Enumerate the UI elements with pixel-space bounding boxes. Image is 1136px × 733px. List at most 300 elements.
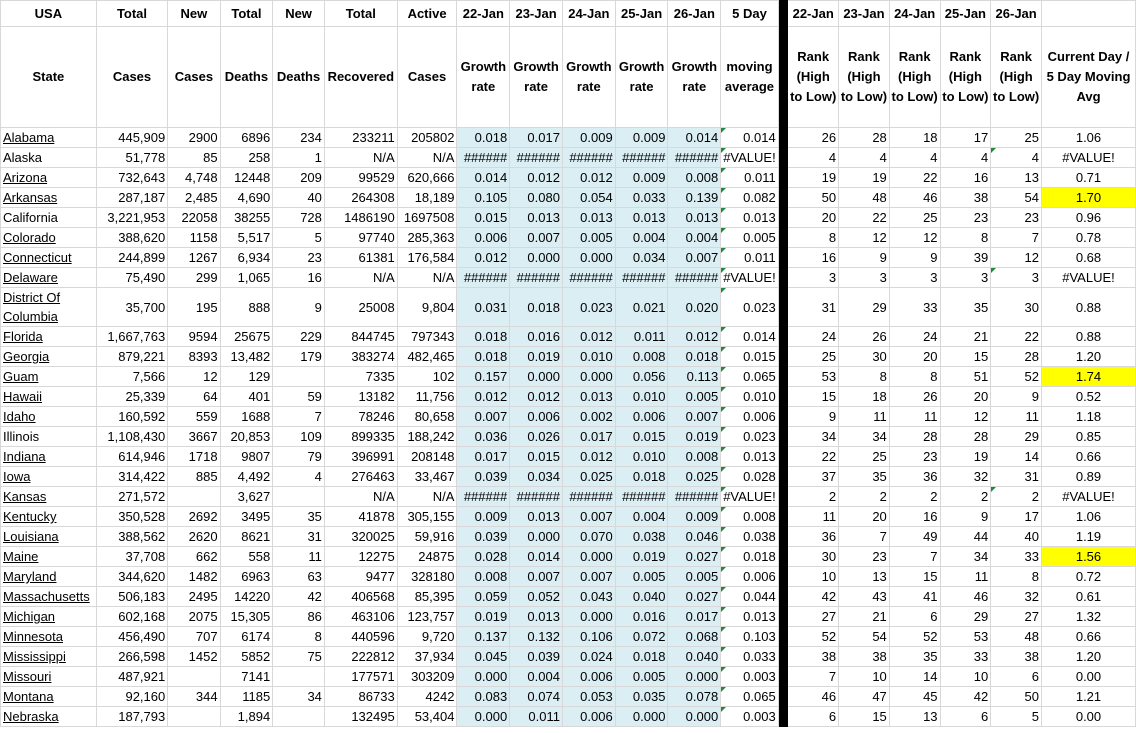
data-cell[interactable]: 0.007 <box>668 407 721 427</box>
data-cell[interactable]: #VALUE! <box>1042 148 1136 168</box>
data-cell[interactable]: 13 <box>889 707 940 727</box>
data-cell[interactable]: 388,562 <box>96 527 167 547</box>
data-cell[interactable]: 53,404 <box>397 707 457 727</box>
data-cell[interactable]: 0.132 <box>510 627 563 647</box>
data-cell[interactable]: 12 <box>889 228 940 248</box>
header-cell[interactable]: New <box>168 1 220 27</box>
data-cell[interactable]: 0.017 <box>668 607 721 627</box>
data-cell[interactable]: 0.012 <box>457 248 510 268</box>
data-cell[interactable]: 34 <box>839 427 890 447</box>
data-cell[interactable]: 14 <box>889 667 940 687</box>
data-cell[interactable]: 258 <box>220 148 273 168</box>
data-cell[interactable]: 1.18 <box>1042 407 1136 427</box>
data-cell[interactable]: 0.052 <box>510 587 563 607</box>
data-cell[interactable]: 0.013 <box>721 208 779 228</box>
data-cell[interactable]: 31 <box>991 467 1042 487</box>
data-cell[interactable]: 9 <box>788 407 839 427</box>
data-cell[interactable]: 396991 <box>324 447 397 467</box>
data-cell[interactable]: 1718 <box>168 447 220 467</box>
data-cell[interactable]: 3,221,953 <box>96 208 167 228</box>
data-cell[interactable]: 0.010 <box>615 447 668 467</box>
data-cell[interactable]: 0.013 <box>510 607 563 627</box>
data-cell[interactable]: 17 <box>991 507 1042 527</box>
data-cell[interactable]: ###### <box>615 148 668 168</box>
data-cell[interactable]: 86733 <box>324 687 397 707</box>
data-cell[interactable]: 0.019 <box>668 427 721 447</box>
data-cell[interactable] <box>168 487 220 507</box>
data-cell[interactable]: 0.000 <box>562 547 615 567</box>
data-cell[interactable]: 46 <box>940 587 991 607</box>
data-cell[interactable]: 15 <box>788 387 839 407</box>
data-cell[interactable]: 0.007 <box>457 407 510 427</box>
data-cell[interactable]: 61381 <box>324 248 397 268</box>
data-cell[interactable]: 0.020 <box>668 288 721 327</box>
data-cell[interactable]: 0.038 <box>615 527 668 547</box>
data-cell[interactable]: 15,305 <box>220 607 273 627</box>
data-cell[interactable]: 0.018 <box>457 327 510 347</box>
data-cell[interactable]: 24 <box>788 327 839 347</box>
data-cell[interactable]: 0.017 <box>510 128 563 148</box>
data-cell[interactable]: ###### <box>668 148 721 168</box>
data-cell[interactable]: 3 <box>839 268 890 288</box>
data-cell[interactable]: 0.009 <box>562 128 615 148</box>
data-cell[interactable]: 0.028 <box>457 547 510 567</box>
data-cell[interactable]: 0.137 <box>457 627 510 647</box>
data-cell[interactable]: 0.021 <box>615 288 668 327</box>
data-cell[interactable]: 7 <box>991 228 1042 248</box>
data-cell[interactable]: 0.025 <box>668 467 721 487</box>
data-cell[interactable]: 59 <box>273 387 325 407</box>
header-cell[interactable]: State <box>1 27 97 128</box>
data-cell[interactable]: 2692 <box>168 507 220 527</box>
data-cell[interactable]: 10 <box>839 667 890 687</box>
data-cell[interactable]: 401 <box>220 387 273 407</box>
data-cell[interactable]: 42 <box>273 587 325 607</box>
data-cell[interactable]: 39 <box>940 248 991 268</box>
data-cell[interactable]: 0.68 <box>1042 248 1136 268</box>
data-cell[interactable]: 1.56 <box>1042 547 1136 567</box>
data-cell[interactable]: 0.013 <box>562 208 615 228</box>
data-cell[interactable]: 28 <box>940 427 991 447</box>
data-cell[interactable]: 40 <box>273 188 325 208</box>
data-cell[interactable]: 33 <box>889 288 940 327</box>
data-cell[interactable]: 24875 <box>397 547 457 567</box>
state-name-cell[interactable]: Maine <box>1 547 97 567</box>
data-cell[interactable]: 7 <box>788 667 839 687</box>
data-cell[interactable]: 0.015 <box>457 208 510 228</box>
state-name-cell[interactable]: Illinois <box>1 427 97 447</box>
data-cell[interactable]: 899335 <box>324 427 397 447</box>
data-cell[interactable]: 0.003 <box>721 707 779 727</box>
data-cell[interactable]: 0.018 <box>721 547 779 567</box>
data-cell[interactable]: 0.033 <box>721 647 779 667</box>
data-cell[interactable]: 41 <box>889 587 940 607</box>
header-cell[interactable]: Cases <box>96 27 167 128</box>
data-cell[interactable]: 31 <box>273 527 325 547</box>
data-cell[interactable]: 0.012 <box>562 327 615 347</box>
data-cell[interactable]: 46 <box>889 188 940 208</box>
data-cell[interactable]: 18 <box>889 128 940 148</box>
data-cell[interactable]: 7,566 <box>96 367 167 387</box>
state-name-cell[interactable]: District Of Columbia <box>1 288 97 327</box>
data-cell[interactable]: 0.078 <box>668 687 721 707</box>
data-cell[interactable]: 0.011 <box>615 327 668 347</box>
data-cell[interactable]: 0.006 <box>721 407 779 427</box>
data-cell[interactable]: 10 <box>788 567 839 587</box>
data-cell[interactable]: 0.016 <box>510 327 563 347</box>
header-cell[interactable] <box>1042 1 1136 27</box>
header-cell[interactable]: New <box>273 1 325 27</box>
data-cell[interactable]: 8 <box>273 627 325 647</box>
data-cell[interactable]: 1,894 <box>220 707 273 727</box>
data-cell[interactable]: 7141 <box>220 667 273 687</box>
data-cell[interactable]: 0.070 <box>562 527 615 547</box>
data-cell[interactable]: 0.88 <box>1042 288 1136 327</box>
data-cell[interactable]: 350,528 <box>96 507 167 527</box>
data-cell[interactable]: 23 <box>273 248 325 268</box>
data-cell[interactable]: 25 <box>991 128 1042 148</box>
data-cell[interactable]: #VALUE! <box>721 487 779 507</box>
data-cell[interactable]: 28 <box>839 128 890 148</box>
data-cell[interactable]: 2495 <box>168 587 220 607</box>
data-cell[interactable]: 6 <box>788 707 839 727</box>
data-cell[interactable]: 42 <box>940 687 991 707</box>
data-cell[interactable]: 0.000 <box>562 607 615 627</box>
data-cell[interactable]: 344,620 <box>96 567 167 587</box>
data-cell[interactable]: 0.013 <box>615 208 668 228</box>
data-cell[interactable]: 0.71 <box>1042 168 1136 188</box>
data-cell[interactable]: 123,757 <box>397 607 457 627</box>
data-cell[interactable]: 0.012 <box>457 387 510 407</box>
data-cell[interactable]: 51,778 <box>96 148 167 168</box>
data-cell[interactable]: ###### <box>457 487 510 507</box>
data-cell[interactable]: 0.006 <box>457 228 510 248</box>
data-cell[interactable]: 0.019 <box>457 607 510 627</box>
data-cell[interactable]: 0.028 <box>721 467 779 487</box>
data-cell[interactable]: 0.035 <box>615 687 668 707</box>
data-cell[interactable]: 2075 <box>168 607 220 627</box>
data-cell[interactable]: 0.007 <box>510 567 563 587</box>
data-cell[interactable]: 97740 <box>324 228 397 248</box>
header-cell[interactable]: 26-Jan <box>991 1 1042 27</box>
state-name-cell[interactable]: Guam <box>1 367 97 387</box>
data-cell[interactable]: 86 <box>273 607 325 627</box>
data-cell[interactable]: 4 <box>273 467 325 487</box>
data-cell[interactable]: 33,467 <box>397 467 457 487</box>
data-cell[interactable]: 844745 <box>324 327 397 347</box>
data-cell[interactable]: 0.139 <box>668 188 721 208</box>
data-cell[interactable]: 5 <box>273 228 325 248</box>
data-cell[interactable]: 0.103 <box>721 627 779 647</box>
header-cell[interactable]: 22-Jan <box>457 1 510 27</box>
data-cell[interactable]: 12 <box>991 248 1042 268</box>
header-cell[interactable]: 23-Jan <box>839 1 890 27</box>
header-cell[interactable]: Current Day / 5 Day Moving Avg <box>1042 27 1136 128</box>
data-cell[interactable]: 29 <box>991 427 1042 447</box>
data-cell[interactable]: 2620 <box>168 527 220 547</box>
data-cell[interactable]: 320025 <box>324 527 397 547</box>
data-cell[interactable]: 9,720 <box>397 627 457 647</box>
data-cell[interactable]: #VALUE! <box>1042 487 1136 507</box>
data-cell[interactable]: 0.023 <box>721 288 779 327</box>
state-name-cell[interactable]: Arkansas <box>1 188 97 208</box>
data-cell[interactable]: 17 <box>940 128 991 148</box>
data-cell[interactable]: 1.74 <box>1042 367 1136 387</box>
data-cell[interactable]: 208148 <box>397 447 457 467</box>
data-cell[interactable]: 19 <box>940 447 991 467</box>
data-cell[interactable]: 229 <box>273 327 325 347</box>
data-cell[interactable]: 20 <box>839 507 890 527</box>
data-cell[interactable]: 0.018 <box>615 467 668 487</box>
data-cell[interactable]: 0.014 <box>668 128 721 148</box>
data-cell[interactable]: ###### <box>668 268 721 288</box>
data-cell[interactable]: 53 <box>788 367 839 387</box>
data-cell[interactable]: 51 <box>940 367 991 387</box>
data-cell[interactable]: 21 <box>839 607 890 627</box>
data-cell[interactable]: 45 <box>889 687 940 707</box>
data-cell[interactable]: 1.19 <box>1042 527 1136 547</box>
data-cell[interactable]: N/A <box>397 148 457 168</box>
data-cell[interactable]: 29 <box>940 607 991 627</box>
data-cell[interactable]: 0.000 <box>615 707 668 727</box>
data-cell[interactable]: 728 <box>273 208 325 228</box>
data-cell[interactable]: 3667 <box>168 427 220 447</box>
data-cell[interactable]: 46 <box>788 687 839 707</box>
data-cell[interactable]: ###### <box>457 148 510 168</box>
data-cell[interactable]: 15 <box>839 707 890 727</box>
header-cell[interactable]: Growth rate <box>668 27 721 128</box>
data-cell[interactable]: 22058 <box>168 208 220 228</box>
data-cell[interactable]: 4 <box>991 148 1042 168</box>
data-cell[interactable]: 2 <box>991 487 1042 507</box>
data-cell[interactable]: 52 <box>788 627 839 647</box>
data-cell[interactable]: 879,221 <box>96 347 167 367</box>
data-cell[interactable]: 885 <box>168 467 220 487</box>
data-cell[interactable]: 23 <box>940 208 991 228</box>
data-cell[interactable]: 0.00 <box>1042 707 1136 727</box>
data-cell[interactable]: 188,242 <box>397 427 457 447</box>
data-cell[interactable]: 0.003 <box>721 667 779 687</box>
data-cell[interactable]: 9477 <box>324 567 397 587</box>
data-cell[interactable]: N/A <box>397 268 457 288</box>
data-cell[interactable]: 0.027 <box>668 547 721 567</box>
data-cell[interactable]: 22 <box>889 168 940 188</box>
data-cell[interactable]: 0.88 <box>1042 327 1136 347</box>
data-cell[interactable]: 35 <box>940 288 991 327</box>
header-cell[interactable]: 26-Jan <box>668 1 721 27</box>
data-cell[interactable]: 48 <box>991 627 1042 647</box>
data-cell[interactable]: 4 <box>940 148 991 168</box>
data-cell[interactable]: #VALUE! <box>1042 268 1136 288</box>
data-cell[interactable]: 0.027 <box>668 587 721 607</box>
data-cell[interactable]: 30 <box>991 288 1042 327</box>
data-cell[interactable]: 285,363 <box>397 228 457 248</box>
data-cell[interactable]: 28 <box>991 347 1042 367</box>
data-cell[interactable]: 0.004 <box>615 507 668 527</box>
data-cell[interactable]: 0.036 <box>457 427 510 447</box>
data-cell[interactable]: 12 <box>839 228 890 248</box>
data-cell[interactable]: 53 <box>940 627 991 647</box>
data-cell[interactable]: 6 <box>889 607 940 627</box>
state-name-cell[interactable]: Colorado <box>1 228 97 248</box>
data-cell[interactable]: 276463 <box>324 467 397 487</box>
data-cell[interactable]: 463106 <box>324 607 397 627</box>
data-cell[interactable]: 266,598 <box>96 647 167 667</box>
data-cell[interactable]: ###### <box>562 487 615 507</box>
data-cell[interactable]: 18 <box>839 387 890 407</box>
data-cell[interactable]: N/A <box>324 148 397 168</box>
data-cell[interactable]: 0.038 <box>721 527 779 547</box>
data-cell[interactable]: 9594 <box>168 327 220 347</box>
data-cell[interactable]: ###### <box>562 268 615 288</box>
data-cell[interactable]: 388,620 <box>96 228 167 248</box>
header-cell[interactable]: Cases <box>397 27 457 128</box>
header-cell[interactable]: Rank (High to Low) <box>889 27 940 128</box>
data-cell[interactable]: 0.005 <box>721 228 779 248</box>
data-cell[interactable]: 12 <box>940 407 991 427</box>
data-cell[interactable]: 6,934 <box>220 248 273 268</box>
data-cell[interactable]: 0.014 <box>721 128 779 148</box>
data-cell[interactable]: 6 <box>940 707 991 727</box>
data-cell[interactable]: 15 <box>940 347 991 367</box>
data-cell[interactable]: 50 <box>991 687 1042 707</box>
data-cell[interactable]: 13,482 <box>220 347 273 367</box>
data-cell[interactable]: 11 <box>273 547 325 567</box>
data-cell[interactable]: 64 <box>168 387 220 407</box>
data-cell[interactable]: 78246 <box>324 407 397 427</box>
data-cell[interactable]: 1,065 <box>220 268 273 288</box>
data-cell[interactable]: 52 <box>889 627 940 647</box>
data-cell[interactable]: 0.004 <box>668 228 721 248</box>
data-cell[interactable]: 0.004 <box>615 228 668 248</box>
data-cell[interactable]: 559 <box>168 407 220 427</box>
data-cell[interactable]: 0.046 <box>668 527 721 547</box>
data-cell[interactable]: 23 <box>839 547 890 567</box>
data-cell[interactable]: 0.039 <box>457 527 510 547</box>
data-cell[interactable]: ###### <box>510 268 563 288</box>
data-cell[interactable]: #VALUE! <box>721 268 779 288</box>
data-cell[interactable]: 1.20 <box>1042 647 1136 667</box>
data-cell[interactable]: 0.015 <box>615 427 668 447</box>
data-cell[interactable]: 1.20 <box>1042 347 1136 367</box>
data-cell[interactable] <box>273 367 325 387</box>
data-cell[interactable]: N/A <box>397 487 457 507</box>
data-cell[interactable]: 0.012 <box>562 168 615 188</box>
header-cell[interactable]: moving average <box>721 27 779 128</box>
data-cell[interactable]: 49 <box>889 527 940 547</box>
data-cell[interactable]: 0.72 <box>1042 567 1136 587</box>
data-cell[interactable]: 0.039 <box>457 467 510 487</box>
data-cell[interactable]: 1.06 <box>1042 128 1136 148</box>
header-cell[interactable]: Deaths <box>220 27 273 128</box>
data-cell[interactable]: 102 <box>397 367 457 387</box>
data-cell[interactable] <box>168 667 220 687</box>
data-cell[interactable]: 20 <box>940 387 991 407</box>
data-cell[interactable]: 2900 <box>168 128 220 148</box>
data-cell[interactable]: 30 <box>839 347 890 367</box>
data-cell[interactable]: 48 <box>839 188 890 208</box>
data-cell[interactable]: 4,690 <box>220 188 273 208</box>
state-name-cell[interactable]: Missouri <box>1 667 97 687</box>
data-cell[interactable]: 132495 <box>324 707 397 727</box>
data-cell[interactable]: 0.083 <box>457 687 510 707</box>
state-name-cell[interactable]: Iowa <box>1 467 97 487</box>
state-name-cell[interactable]: Delaware <box>1 268 97 288</box>
data-cell[interactable]: 0.012 <box>668 327 721 347</box>
data-cell[interactable]: 0.007 <box>562 507 615 527</box>
data-cell[interactable]: 0.61 <box>1042 587 1136 607</box>
data-cell[interactable]: 0.026 <box>510 427 563 447</box>
data-cell[interactable]: 25 <box>889 208 940 228</box>
data-cell[interactable]: N/A <box>324 487 397 507</box>
state-name-cell[interactable]: Georgia <box>1 347 97 367</box>
data-cell[interactable]: 0.008 <box>668 168 721 188</box>
data-cell[interactable]: 244,899 <box>96 248 167 268</box>
data-cell[interactable]: 0.012 <box>562 447 615 467</box>
data-cell[interactable]: 0.85 <box>1042 427 1136 447</box>
data-cell[interactable]: 9 <box>839 248 890 268</box>
data-cell[interactable]: 16 <box>788 248 839 268</box>
state-name-cell[interactable]: Florida <box>1 327 97 347</box>
data-cell[interactable] <box>273 707 325 727</box>
data-cell[interactable]: ###### <box>562 148 615 168</box>
data-cell[interactable]: 38 <box>940 188 991 208</box>
data-cell[interactable]: 0.053 <box>562 687 615 707</box>
data-cell[interactable]: 0.009 <box>615 128 668 148</box>
data-cell[interactable]: 205802 <box>397 128 457 148</box>
data-cell[interactable]: 38 <box>839 647 890 667</box>
data-cell[interactable]: 0.023 <box>721 427 779 447</box>
data-cell[interactable]: 0.66 <box>1042 627 1136 647</box>
data-cell[interactable]: 299 <box>168 268 220 288</box>
data-cell[interactable]: 28 <box>889 427 940 447</box>
data-cell[interactable]: 0.056 <box>615 367 668 387</box>
data-cell[interactable]: 383274 <box>324 347 397 367</box>
data-cell[interactable]: 35,700 <box>96 288 167 327</box>
data-cell[interactable]: 6963 <box>220 567 273 587</box>
data-cell[interactable]: 1688 <box>220 407 273 427</box>
data-cell[interactable]: 2 <box>940 487 991 507</box>
header-cell[interactable]: Total <box>324 1 397 27</box>
data-cell[interactable]: 1697508 <box>397 208 457 228</box>
data-cell[interactable]: 1,667,763 <box>96 327 167 347</box>
data-cell[interactable]: 0.106 <box>562 627 615 647</box>
data-cell[interactable]: 25,339 <box>96 387 167 407</box>
data-cell[interactable]: 1.70 <box>1042 188 1136 208</box>
data-cell[interactable]: 0.045 <box>457 647 510 667</box>
data-cell[interactable]: 22 <box>788 447 839 467</box>
data-cell[interactable]: 0.005 <box>615 567 668 587</box>
data-cell[interactable]: 8621 <box>220 527 273 547</box>
data-cell[interactable]: 440596 <box>324 627 397 647</box>
header-cell[interactable]: Growth rate <box>457 27 510 128</box>
data-cell[interactable]: 33 <box>940 647 991 667</box>
data-cell[interactable]: 1,108,430 <box>96 427 167 447</box>
data-cell[interactable]: 1 <box>273 148 325 168</box>
data-cell[interactable]: 25008 <box>324 288 397 327</box>
data-cell[interactable]: 0.034 <box>615 248 668 268</box>
data-cell[interactable]: 3,627 <box>220 487 273 507</box>
data-cell[interactable]: 888 <box>220 288 273 327</box>
data-cell[interactable]: 3 <box>991 268 1042 288</box>
data-cell[interactable]: 54 <box>839 627 890 647</box>
header-cell[interactable]: 25-Jan <box>615 1 668 27</box>
data-cell[interactable]: 35 <box>889 647 940 667</box>
data-cell[interactable]: 0.157 <box>457 367 510 387</box>
data-cell[interactable]: 344 <box>168 687 220 707</box>
data-cell[interactable]: 24 <box>889 327 940 347</box>
data-cell[interactable]: 32 <box>991 587 1042 607</box>
